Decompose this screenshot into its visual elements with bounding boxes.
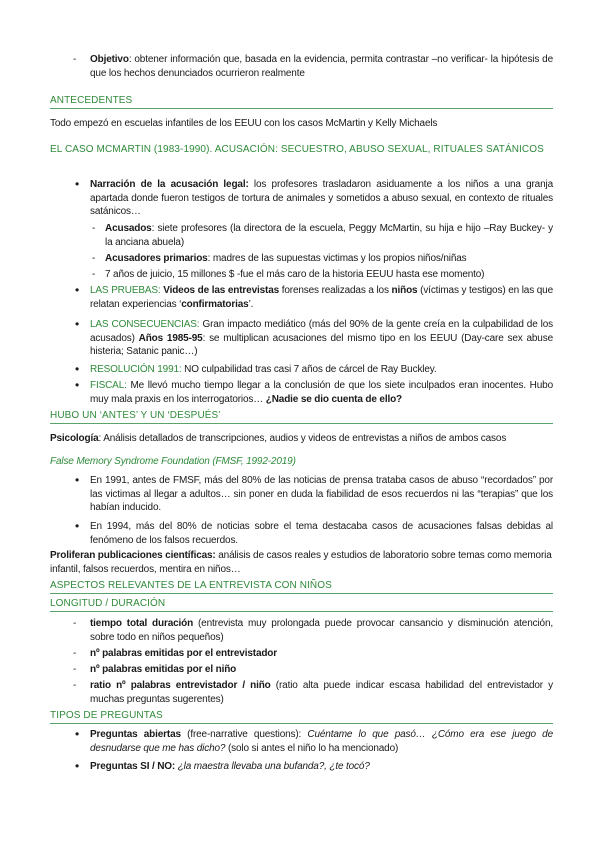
pruebas-ninos: niños bbox=[391, 285, 418, 296]
proliferan-text: análisis de casos reales y estudios de laboratorio sobre temas como memoria infantil, falsos recuerdos, mentira en niños… bbox=[50, 550, 552, 575]
dash-bullet: - bbox=[73, 680, 77, 691]
fiscal-text: Me llevó mucho tiempo llegar a la conclusión de que los siete inculpados eran inocentes. Hubo muy mala praxis en los interrogatorios… bbox=[90, 380, 553, 405]
fmsf-1994-paragraph: En 1994, más del 80% de noticias sobre el tema destacaba casos de acusaciones falsas debidas al fenómeno de los falsos recuerdos. bbox=[90, 521, 553, 546]
abiertas-end: (solo si antes el niño lo ha mencionado) bbox=[225, 742, 399, 754]
dot-bullet: • bbox=[75, 362, 80, 376]
caso-mcmartin-heading: EL CASO MCMARTIN (1983-1990). ACUSACIÓN: SECUESTRO, ABUSO SEXUAL, RITUALES SATÁNICOS bbox=[50, 144, 544, 155]
fiscal-bold: ¿Nadie se dio cuenta de ello? bbox=[265, 393, 402, 405]
fmsf-1991-paragraph: En 1991, antes de FMSF, más del 80% de las noticias de prensa trataba casos de abuso “recordados” por las victimas al llegar a adultos… sin poner en duda la fiabilidad de esos recuerdos ni las “terapias” que los habían inducido. bbox=[90, 475, 553, 513]
consecuencias-label: LAS CONSECUENCIAS: bbox=[90, 319, 200, 330]
pruebas-bold: Videos de las entrevistas bbox=[163, 285, 280, 296]
objetivo-paragraph bbox=[90, 53, 553, 80]
antecedentes-heading: ANTECEDENTES bbox=[50, 95, 133, 106]
pruebas-paragraph bbox=[90, 284, 553, 311]
consecuencias-rest: : se multiplican acusaciones del mismo tipo en los EEUU (Day-care sex abuse histeria; Satanic panic…) bbox=[90, 332, 553, 357]
antecedentes-text: Todo empezó en escuelas infantiles de los EEUU con los casos McMartin y Kelly Michaels bbox=[50, 118, 438, 129]
tiempo-label: tiempo total duración bbox=[90, 618, 194, 629]
ratio-label: ratio nº palabras entrevistador / niño bbox=[90, 680, 271, 691]
dot-bullet: • bbox=[75, 283, 80, 297]
preguntas-si-no-paragraph bbox=[90, 760, 553, 774]
psicologia-paragraph bbox=[50, 432, 553, 446]
tipos-preguntas-heading: TIPOS DE PREGUNTAS bbox=[50, 710, 163, 721]
abiertas-italic: Cuéntame lo que pasó… ¿Cómo era ese juego de desnudarse que me has dicho? bbox=[90, 729, 553, 754]
fiscal-paragraph bbox=[90, 379, 553, 406]
si-no-label: Preguntas SI / NO: bbox=[90, 761, 176, 772]
resolucion-label: RESOLUCIÓN 1991: bbox=[90, 364, 182, 375]
abiertas-text: (free-narrative questions): bbox=[180, 729, 308, 740]
dot-bullet: • bbox=[75, 378, 80, 392]
dash-bullet: - bbox=[73, 664, 77, 675]
palabras-entrevistador-text: nº palabras emitidas por el entrevistador bbox=[90, 648, 278, 659]
palabras-nino-text: nº palabras emitidas por el niño bbox=[90, 664, 237, 675]
heading-rule bbox=[50, 108, 553, 109]
si-no-italic: ¿la maestra llevaba una bufanda?, ¿te tocó? bbox=[175, 761, 370, 772]
psicologia-label: Psicología bbox=[50, 433, 99, 444]
dot-bullet: • bbox=[75, 727, 80, 741]
dash-bullet: - bbox=[92, 223, 96, 234]
heading-rule bbox=[50, 723, 553, 724]
resolucion-paragraph bbox=[90, 363, 553, 377]
ratio-paragraph bbox=[90, 679, 553, 706]
objetivo-label: Objetivo bbox=[90, 54, 129, 65]
psicologia-text: : Análisis detallados de transcripciones, audios y videos de entrevistas a niños de ambos casos bbox=[98, 433, 507, 444]
heading-rule bbox=[50, 593, 553, 594]
dash-bullet: - bbox=[92, 253, 96, 264]
fmsf-heading: False Memory Syndrome Foundation (FMSF, 1992-2019) bbox=[50, 456, 296, 467]
acusadores-label: Acusadores primarios bbox=[105, 253, 208, 264]
objetivo-text: : obtener información que, basada en la evidencia, permita contrastar –no verificar- la hipótesis de que los hechos denunciados ocurrieron realmente bbox=[90, 54, 553, 79]
abiertas-label: Preguntas abiertas bbox=[90, 729, 181, 740]
longitud-heading: LONGITUD / DURACIÓN bbox=[50, 598, 166, 609]
palabras-nino bbox=[90, 663, 553, 677]
consecuencias-bold: Años 1985-95 bbox=[138, 332, 203, 344]
dot-bullet: • bbox=[75, 177, 80, 191]
resolucion-text: NO culpabilidad tras casi 7 años de cárcel de Ray Buckley. bbox=[181, 364, 437, 375]
proliferan-paragraph bbox=[50, 549, 553, 576]
tiempo-text: (entrevista muy prolongada puede provocar cansancio y disminución atención, sobre todo en niños pequeños) bbox=[90, 618, 553, 643]
acusadores-paragraph bbox=[105, 252, 553, 266]
aspectos-heading: ASPECTOS RELEVANTES DE LA ENTREVISTA CON NIÑOS bbox=[50, 580, 332, 591]
pruebas-mid: forenses realizadas a los bbox=[279, 285, 392, 296]
proliferan-label: Proliferan publicaciones científicas: bbox=[50, 550, 216, 561]
tiempo-paragraph bbox=[90, 617, 553, 644]
palabras-entrevistador bbox=[90, 647, 553, 661]
pruebas-label: LAS PRUEBAS: bbox=[90, 285, 161, 296]
narracion-paragraph bbox=[90, 178, 553, 219]
fiscal-label: FISCAL: bbox=[90, 380, 127, 391]
dot-bullet: • bbox=[75, 519, 80, 533]
dash-bullet: - bbox=[73, 618, 77, 629]
dash-bullet: - bbox=[92, 269, 96, 280]
narracion-text: los profesores trasladaron asiduamente a los niños a una granja apartada donde fueron testigos de tortura de animales y sometidos a abuso sexual, en contexto de rituales satánicos… bbox=[90, 179, 553, 217]
heading-rule bbox=[50, 611, 553, 612]
acusados-text: : siete profesores (la directora de la escuela, Peggy McMartin, su hija e hijo –Ray Buckey- y la anciana abuela) bbox=[105, 223, 553, 248]
consecuencias-paragraph bbox=[90, 318, 553, 359]
dash-bullet: - bbox=[73, 54, 77, 65]
heading-rule bbox=[50, 423, 553, 424]
preguntas-abiertas-paragraph bbox=[90, 728, 553, 755]
pruebas-rest: (víctimas y testigos) en las que relatan experiencias ‘ bbox=[90, 285, 553, 310]
dot-bullet: • bbox=[75, 473, 80, 487]
pruebas-confirmatorias: confirmatorias bbox=[181, 298, 249, 310]
ratio-text: (ratio alta puede indicar escasa habilidad del entrevistador y muchas preguntas sugerentes) bbox=[90, 680, 553, 705]
acusados-label: Acusados bbox=[105, 223, 152, 234]
dash-bullet: - bbox=[73, 648, 77, 659]
dot-bullet: • bbox=[75, 759, 80, 773]
narracion-label: Narración de la acusación legal: bbox=[90, 179, 249, 190]
pruebas-end: ’. bbox=[248, 298, 254, 310]
acusadores-text: : madres de las supuestas victimas y los propios niños/niñas bbox=[207, 253, 467, 264]
antes-despues-heading: HUBO UN ‘ANTES’ Y UN ‘DESPUÉS’ bbox=[50, 410, 221, 421]
dot-bullet: • bbox=[75, 317, 80, 331]
anos-juicio-text: 7 años de juicio, 15 millones $ -fue el más caro de la historia EEUU hasta ese momento) bbox=[105, 269, 485, 280]
acusados-paragraph bbox=[105, 222, 553, 249]
consecuencias-text: Gran impacto mediático (más del 90% de la gente creía en la culpabilidad de los acusados) bbox=[90, 319, 554, 344]
